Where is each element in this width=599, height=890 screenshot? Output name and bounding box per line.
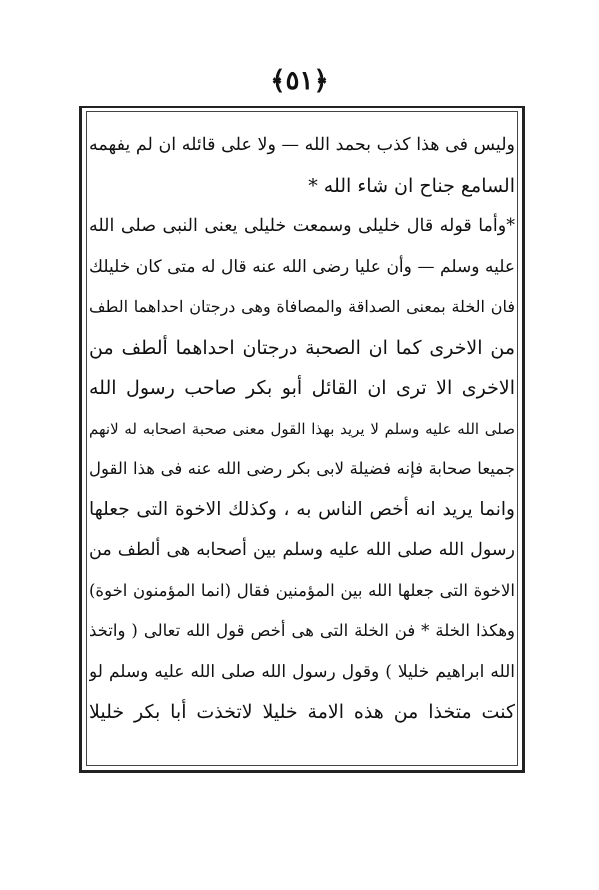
- text-line: صلى الله عليه وسلم لا يريد بهذا القول معنى صحبة اصحابه له لانهم: [89, 419, 515, 438]
- text-line: وهكذا الخلة * فن الخلة التى هى أخص قول الله تعالى ( واتخذ: [89, 621, 515, 640]
- body-text: [89, 125, 515, 733]
- text-line: كنت متخذا من هذه الامة خليلا لاتخذت أبا بكر خليلا: [89, 701, 515, 723]
- text-line: الاخرى الا ترى ان القائل أبو بكر صاحب رسول الله: [89, 377, 515, 399]
- text-line: فان الخلة بمعنى الصداقة والمصافاة وهى درجتان احداهما الطف: [89, 297, 515, 316]
- text-line: السامع جناح ان شاء الله *: [308, 174, 515, 197]
- text-line: عليه وسلم — وأن عليا رضى الله عنه قال له متى كان خليلك: [89, 256, 515, 277]
- page-number: ﴿٥١﴾: [270, 66, 329, 96]
- text-line: وانما يريد انه أخص الناس به ، وكذلك الاخوة التى جعلها: [89, 498, 515, 520]
- text-line: وليس فى هذا كذب بحمد الله — ولا على قائله ان لم يفهمه: [89, 135, 515, 155]
- text-line: رسول الله صلى الله عليه وسلم بين أصحابه هى ألطف من: [89, 540, 515, 560]
- text-line: من الاخرى كما ان الصحبة درجتان احداهما ألطف من: [89, 336, 515, 359]
- text-line: الله ابراهيم خليلا ) وقول رسول الله صلى الله عليه وسلم لو: [89, 661, 515, 682]
- text-line: *وأما قوله قال خليلى وسمعت خليلى يعنى النبى صلى الله: [89, 216, 515, 236]
- text-line: الاخوة التى جعلها الله بين المؤمنين فقال (انما المؤمنون اخوة): [89, 580, 515, 600]
- text-line: جميعا صحابة فإنه فضيلة لابى بكر رضى الله عنه فى هذا القول: [89, 459, 515, 478]
